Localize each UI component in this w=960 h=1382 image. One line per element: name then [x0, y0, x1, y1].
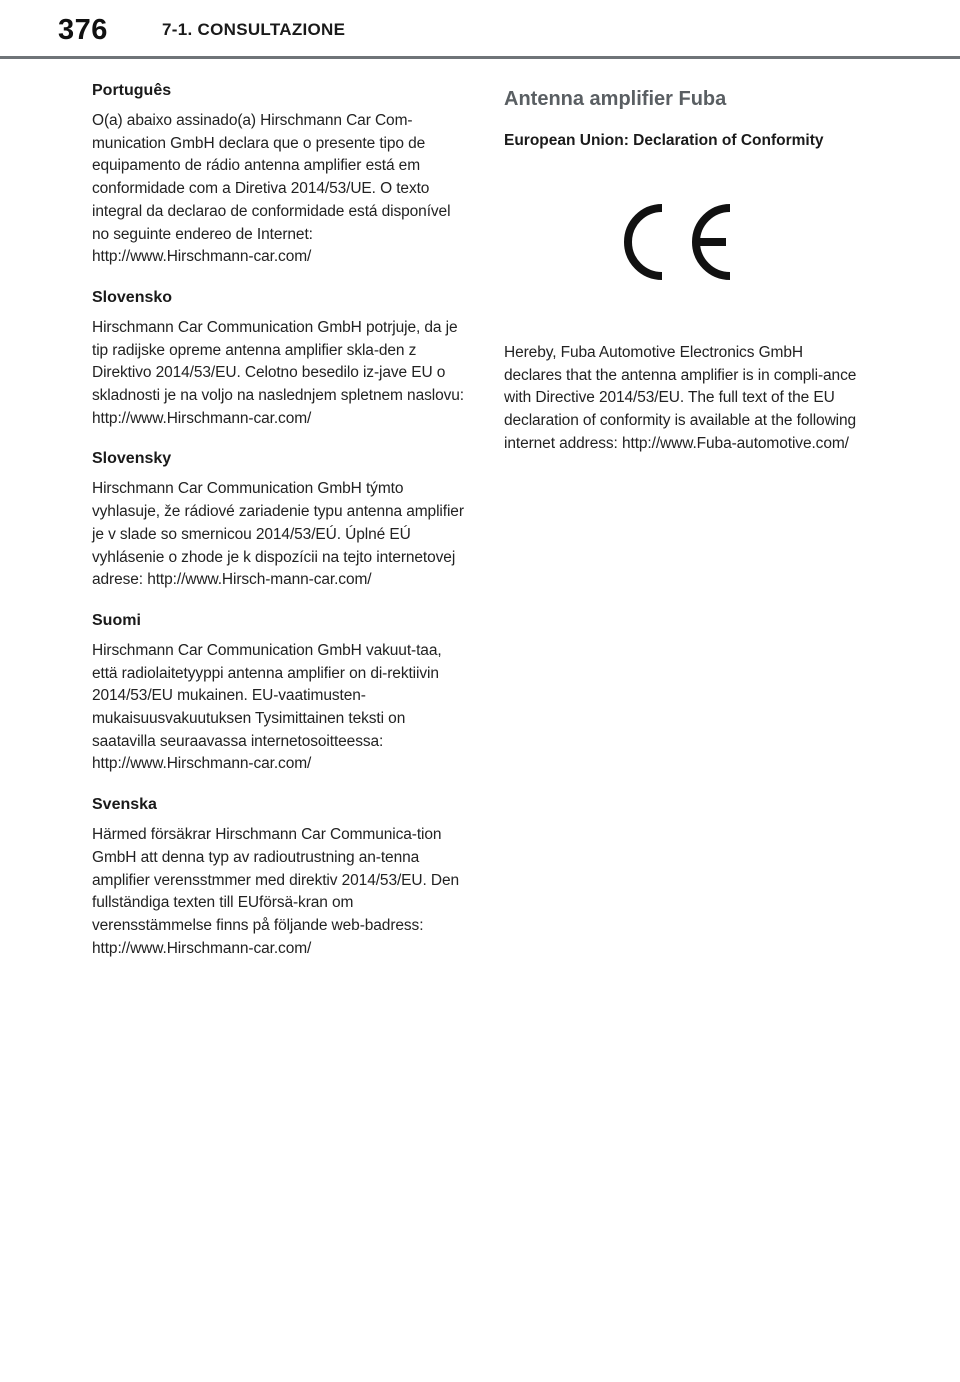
section-heading: Antenna amplifier Fuba	[504, 88, 727, 110]
section-body: Hirschmann Car Communication GmbH týmto vyhlasuje, že rádiové zariadenie typu antenna amplifier je v slade so smernicou 2014/53/EÚ. Úplné EÚ vyhlásenie o zhode je k dispozícii na tejto internetovej adrese: http://www.Hirsch-mann-car.com/	[92, 480, 464, 589]
header-divider	[0, 56, 960, 59]
chapter-title: 7-1. CONSULTAZIONE	[162, 20, 346, 39]
section-suomi	[92, 610, 464, 776]
right-column	[504, 80, 864, 456]
section-title: Slovensko	[92, 288, 173, 306]
page-header	[0, 0, 960, 62]
ce-mark-icon	[624, 200, 736, 284]
section-svenska	[92, 794, 464, 960]
section-slovensko	[92, 287, 464, 431]
section-subheading: European Union: Declaration of Conformity	[504, 132, 824, 149]
section-body: Hirschmann Car Communication GmbH potrjuje, da je tip radijske opreme antenna amplifier skla-den z Direktivo 2014/53/EU. Celotno besedilo iz-jave EU o skladnosti je na voljo na naslednjem spletnem naslovu: http://www.Hirschmann-car.com/	[92, 318, 464, 427]
section-body: Hirschmann Car Communication GmbH vakuut-taa, että radiolaitetyyppi antenna amplifier on di-rektiivin 2014/53/EU mukainen. EU-vaatimusten-mukaisuusvakuutuksen Tysimittainen teksti on saatavilla seuraavassa internetosoitteessa: http://www.Hirschmann-car.com/	[92, 641, 442, 773]
section-slovensky	[92, 448, 464, 592]
left-column	[92, 80, 464, 978]
declaration-text: Hereby, Fuba Automotive Electronics GmbH declares that the antenna amplifier is in compli-ance with Directive 2014/53/EU. The full text of the EU declaration of conformity is available at the following internet address: http://www.Fuba-automotive.com/	[504, 344, 857, 452]
section-title: Slovensky	[92, 450, 172, 468]
section-portugues	[92, 80, 464, 269]
section-title: Svenska	[92, 796, 157, 814]
section-title: Suomi	[92, 611, 141, 629]
section-body: Härmed försäkrar Hirschmann Car Communica-tion GmbH att denna typ av radioutrustning an-tenna amplifier verensstmmer med direktiv 2014/53/EU. Den fullständiga texten till EUförsä-kran om verensstämmelse finns på följande web-badress: http://www.Hirschmann-car.com/	[92, 826, 460, 957]
section-title: Português	[92, 82, 172, 99]
page-number: 376	[58, 14, 108, 46]
section-body: O(a) abaixo assinado(a) Hirschmann Car Com-munication GmbH declara que o presente tipo de equipamento de rádio antenna amplifier está em conformidade com a Diretiva 2014/53/UE. O texto integral da declarao de conformidade está disponível no seguinte endereo de Internet: http://www.Hirschmann-car.com/	[92, 112, 451, 266]
